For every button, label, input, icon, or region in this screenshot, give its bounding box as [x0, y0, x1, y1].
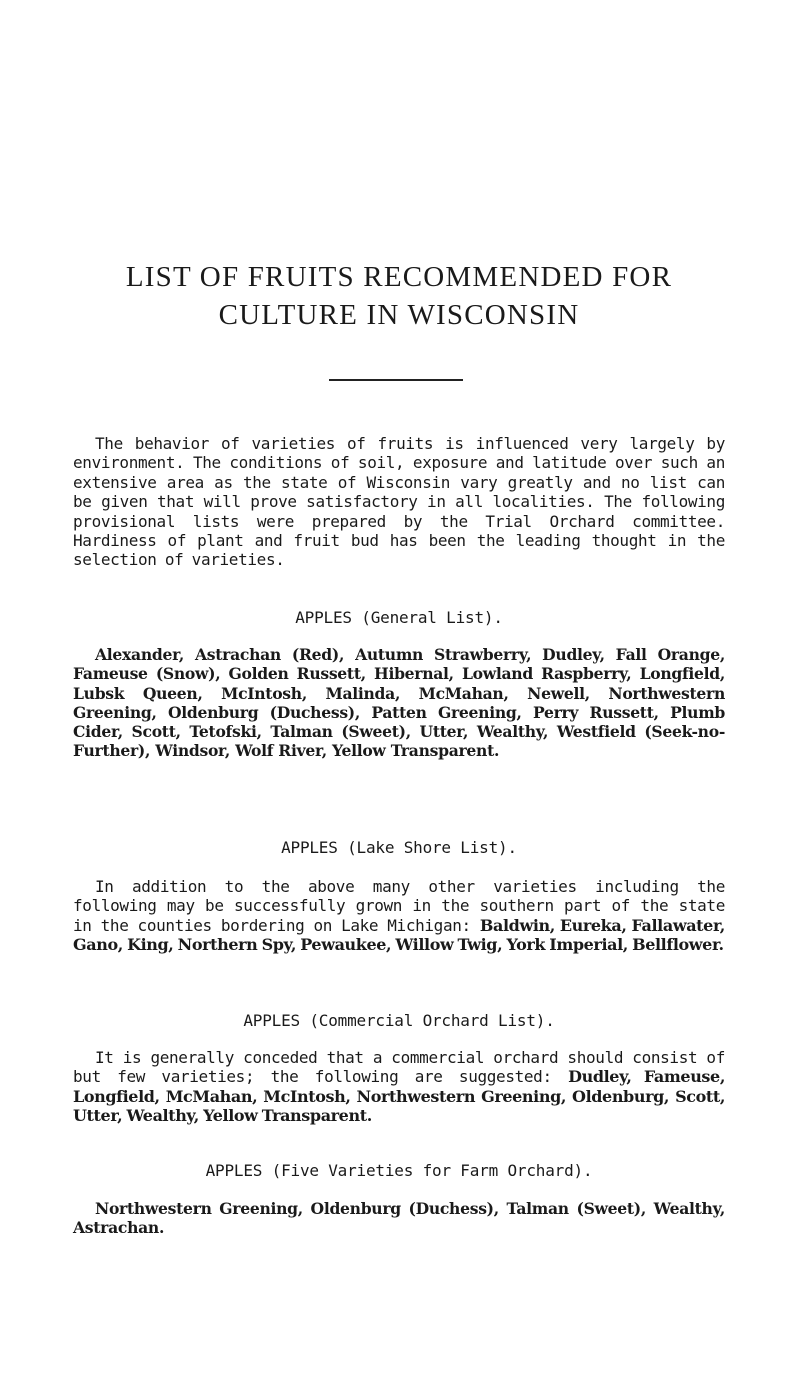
general-list-heading: APPLES (General List).: [295, 608, 503, 627]
title-line-1: LIST OF FRUITS RECOMMENDED FOR: [125, 261, 673, 293]
commercial-paragraph: [73, 1048, 725, 1126]
intro-paragraph: The behavior of varieties of fruits is influenced very largely by environment. The conditions of soil, exposure and latitude over such an extensive area as the state of Wisconsin vary greatly and no list can be given that will prove satisfactory in all localities. The following provisional lists were prepared by the Trial Orchard committee. Hardiness of plant and fruit bud has been the leading thought in the selection of varieties.: [73, 434, 725, 570]
general-list-varieties: Alexander, Astrachan (Red), Autumn Strawberry, Dudley, Fall Orange, Fameuse (Snow), Golden Russett, Hibernal, Lowland Raspberry, Longfield, Lubsk Queen, McIntosh, Malinda, McMahan, Newell, Northwestern Greening, Oldenburg (Duchess), Patten Greening, Perry Russett, Plumb Cider, Scott, Tetofski, Talman (Sweet), Utter, Wealthy, Westfield (Seek-no-Further), Windsor, Wolf River, Yellow Transparent.: [73, 645, 725, 761]
page-title: [73, 258, 725, 334]
lake-shore-varieties: Baldwin, Eureka, Fallawater, Gano, King, Northern Spy, Pewaukee, Willow Twig, York Imperial, Bellflower.: [73, 915, 725, 955]
commercial-list-heading: APPLES (Commercial Orchard List).: [243, 1011, 555, 1030]
farm-list-varieties: Northwestern Greening, Oldenburg (Duchess), Talman (Sweet), Wealthy, Astrachan.: [73, 1199, 725, 1238]
lake-shore-paragraph: [73, 877, 725, 955]
title-line-2: CULTURE IN WISCONSIN: [218, 299, 580, 331]
commercial-intro: It is generally conceded that a commercial orchard should consist of but few varieties; the following are suggested:: [73, 1048, 725, 1087]
lake-shore-list-heading: APPLES (Lake Shore List).: [281, 838, 517, 857]
lake-shore-intro: In addition to the above many other varieties including the following may be successfully grown in the southern part of the state in the counties bordering on Lake Michigan:: [73, 877, 725, 935]
title-divider: [329, 379, 463, 381]
commercial-varieties: Dudley, Fameuse, Longfield, McMahan, McIntosh, Northwestern Greening, Oldenburg, Scott, Utter, Wealthy, Yellow Transparent.: [73, 1067, 725, 1126]
farm-list-heading: APPLES (Five Varieties for Farm Orchard).: [205, 1161, 593, 1180]
